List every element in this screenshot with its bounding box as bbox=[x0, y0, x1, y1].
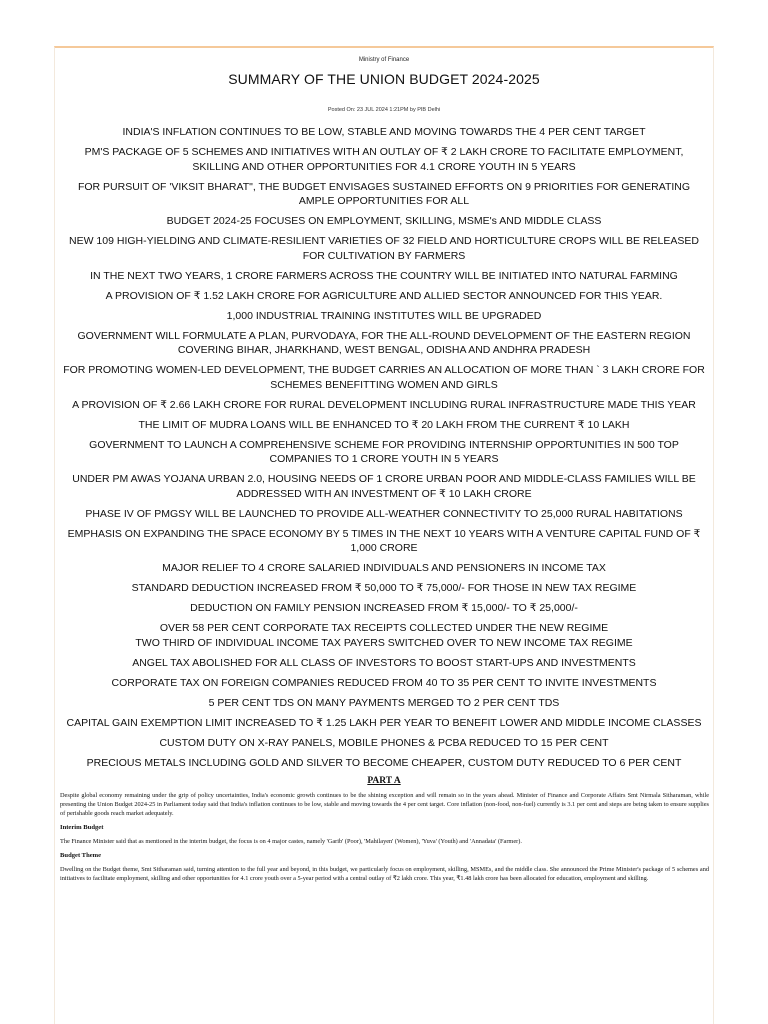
highlights-list bbox=[59, 125, 709, 770]
highlight-item: NEW 109 HIGH-YIELDING AND CLIMATE-RESILIENT VARIETIES OF 32 FIELD AND HORTICULTURE CROPS WILL BE RELEASED FOR CULTIVATION BY FARMERS bbox=[69, 235, 699, 262]
highlight-item: A PROVISION OF ₹ 2.66 LAKH CRORE FOR RURAL DEVELOPMENT INCLUDING RURAL INFRASTRUCTURE MADE THIS YEAR bbox=[72, 398, 696, 411]
interim-budget-paragraph: The Finance Minister said that as mentioned in the interim budget, the focus is on 4 major castes, namely 'Garib' (Poor), 'Mahilayen' (Women), 'Yuva' (Youth) and 'Annadata' (Farmer). bbox=[60, 837, 522, 845]
highlight-item: 1,000 INDUSTRIAL TRAINING INSTITUTES WILL BE UPGRADED bbox=[226, 309, 542, 322]
document-page bbox=[54, 46, 714, 1024]
ministry-label: Ministry of Finance bbox=[358, 57, 410, 63]
page-title: SUMMARY OF THE UNION BUDGET 2024-2025 bbox=[228, 71, 540, 87]
highlight-item: STANDARD DEDUCTION INCREASED FROM ₹ 50,000 TO ₹ 75,000/- FOR THOSE IN NEW TAX REGIME bbox=[131, 582, 637, 594]
part-a-heading: PART A bbox=[367, 775, 401, 786]
highlight-item: TWO THIRD OF INDIVIDUAL INCOME TAX PAYERS SWITCHED OVER TO NEW INCOME TAX REGIME bbox=[135, 636, 633, 649]
interim-budget-heading: Interim Budget bbox=[60, 823, 104, 831]
highlight-item: GOVERNMENT TO LAUNCH A COMPREHENSIVE SCHEME FOR PROVIDING INTERNSHIP OPPORTUNITIES IN 500 TOP COMPANIES TO 1 CRORE YOUTH IN 5 YEARS bbox=[89, 438, 679, 465]
highlight-item: FOR PURSUIT OF 'VIKSIT BHARAT", THE BUDGET ENVISAGES SUSTAINED EFFORTS ON 9 PRIORITIES FOR GENERATING AMPLE OPPORTUNITIES FOR ALL bbox=[77, 180, 691, 207]
highlight-item: FOR PROMOTING WOMEN-LED DEVELOPMENT, THE BUDGET CARRIES AN ALLOCATION OF MORE THAN ` 3 LAKH CRORE FOR SCHEMES BENEFITTING WOMEN AND GIRLS bbox=[63, 364, 705, 391]
highlight-item: EMPHASIS ON EXPANDING THE SPACE ECONOMY BY 5 TIMES IN THE NEXT 10 YEARS WITH A VENTURE CAPITAL FUND OF ₹ 1,000 CRORE bbox=[67, 527, 701, 554]
intro-paragraph: Despite global economy remaining under the grip of policy uncertainties, India's economic growth continues to be the shining exception and will remain so in the years ahead. Minister of Finance and Corporate Affairs Smt Nirmala Sitharaman, while presenting the Union Budget 2024-25 in Parliament today said that India's inflation continues to be low, stable and moving towards the 4 per cent target. Core inflation (non-food, non-fuel) currently is 3.1 per cent and steps are being taken to ensure supplies of perishable goods reach market adequately. bbox=[60, 791, 709, 817]
highlight-item: PRECIOUS METALS INCLUDING GOLD AND SILVER TO BECOME CHEAPER, CUSTOM DUTY REDUCED TO 6 PER CENT bbox=[86, 756, 682, 769]
posted-date: Posted On: 23 JUL 2024 1:21PM by PIB Delhi bbox=[327, 107, 441, 113]
highlight-item: OVER 58 PER CENT CORPORATE TAX RECEIPTS COLLECTED UNDER THE NEW REGIME bbox=[159, 622, 609, 634]
highlight-item: PM'S PACKAGE OF 5 SCHEMES AND INITIATIVES WITH AN OUTLAY OF ₹ 2 LAKH CRORE TO FACILITATE EMPLOYMENT, SKILLING AND OTHER OPPORTUNITIES FOR 4.1 CRORE YOUTH IN 5 YEARS bbox=[84, 146, 684, 173]
highlight-item: MAJOR RELIEF TO 4 CRORE SALARIED INDIVIDUALS AND PENSIONERS IN INCOME TAX bbox=[162, 562, 606, 574]
highlight-item: 5 PER CENT TDS ON MANY PAYMENTS MERGED TO 2 PER CENT TDS bbox=[208, 696, 560, 709]
highlight-item: GOVERNMENT WILL FORMULATE A PLAN, PURVODAYA, FOR THE ALL-ROUND DEVELOPMENT OF THE EASTERN REGION COVERING BIHAR, JHARKHAND, WEST BENGAL, ODISHA AND ANDHRA PRADESH bbox=[77, 329, 691, 356]
highlight-item: INDIA'S INFLATION CONTINUES TO BE LOW, STABLE AND MOVING TOWARDS THE 4 PER CENT TARGET bbox=[122, 126, 646, 138]
highlight-item: THE LIMIT OF MUDRA LOANS WILL BE ENHANCED TO ₹ 20 LAKH FROM THE CURRENT ₹ 10 LAKH bbox=[138, 418, 630, 431]
highlight-item: A PROVISION OF ₹ 1.52 LAKH CRORE FOR AGRICULTURE AND ALLIED SECTOR ANNOUNCED FOR THIS YEAR. bbox=[105, 289, 663, 302]
budget-theme-paragraph: Dwelling on the Budget theme, Smt Sitharaman said, turning attention to the full year and beyond, in this budget, we particularly focus on employment, skilling, MSMEs, and the middle class. She announced the Prime Minister's package of 5 schemes and initiatives to facilitate employment, skilling and other opportunities for 4.1 crore youth over a 5-year period with a central outlay of ₹2 lakh crore. This year, ₹1.48 lakh crore has been allocated for education, employment and skilling. bbox=[60, 865, 709, 882]
highlight-item: IN THE NEXT TWO YEARS, 1 CRORE FARMERS ACROSS THE COUNTRY WILL BE INITIATED INTO NATURAL FARMING bbox=[90, 269, 678, 282]
highlight-item: CUSTOM DUTY ON X-RAY PANELS, MOBILE PHONES & PCBA REDUCED TO 15 PER CENT bbox=[159, 736, 609, 749]
highlight-item: PHASE IV OF PMGSY WILL BE LAUNCHED TO PROVIDE ALL-WEATHER CONNECTIVITY TO 25,000 RURAL HABITATIONS bbox=[85, 507, 683, 520]
highlight-item: DEDUCTION ON FAMILY PENSION INCREASED FROM ₹ 15,000/- TO ₹ 25,000/- bbox=[190, 602, 578, 614]
highlight-item: UNDER PM AWAS YOJANA URBAN 2.0, HOUSING NEEDS OF 1 CRORE URBAN POOR AND MIDDLE-CLASS FAMILIES WILL BE ADDRESSED WITH AN INVESTMENT OF ₹ 10 LAKH CRORE bbox=[72, 473, 696, 500]
highlight-item: ANGEL TAX ABOLISHED FOR ALL CLASS OF INVESTORS TO BOOST START-UPS AND INVESTMENTS bbox=[132, 656, 636, 669]
budget-theme-heading: Budget Theme bbox=[60, 851, 102, 859]
highlight-item: CAPITAL GAIN EXEMPTION LIMIT INCREASED TO ₹ 1.25 LAKH PER YEAR TO BENEFIT LOWER AND MIDDLE INCOME CLASSES bbox=[66, 716, 702, 729]
highlight-item: CORPORATE TAX ON FOREIGN COMPANIES REDUCED FROM 40 TO 35 PER CENT TO INVITE INVESTMENTS bbox=[111, 676, 657, 689]
highlight-item: BUDGET 2024-25 FOCUSES ON EMPLOYMENT, SKILLING, MSME's AND MIDDLE CLASS bbox=[166, 215, 602, 227]
